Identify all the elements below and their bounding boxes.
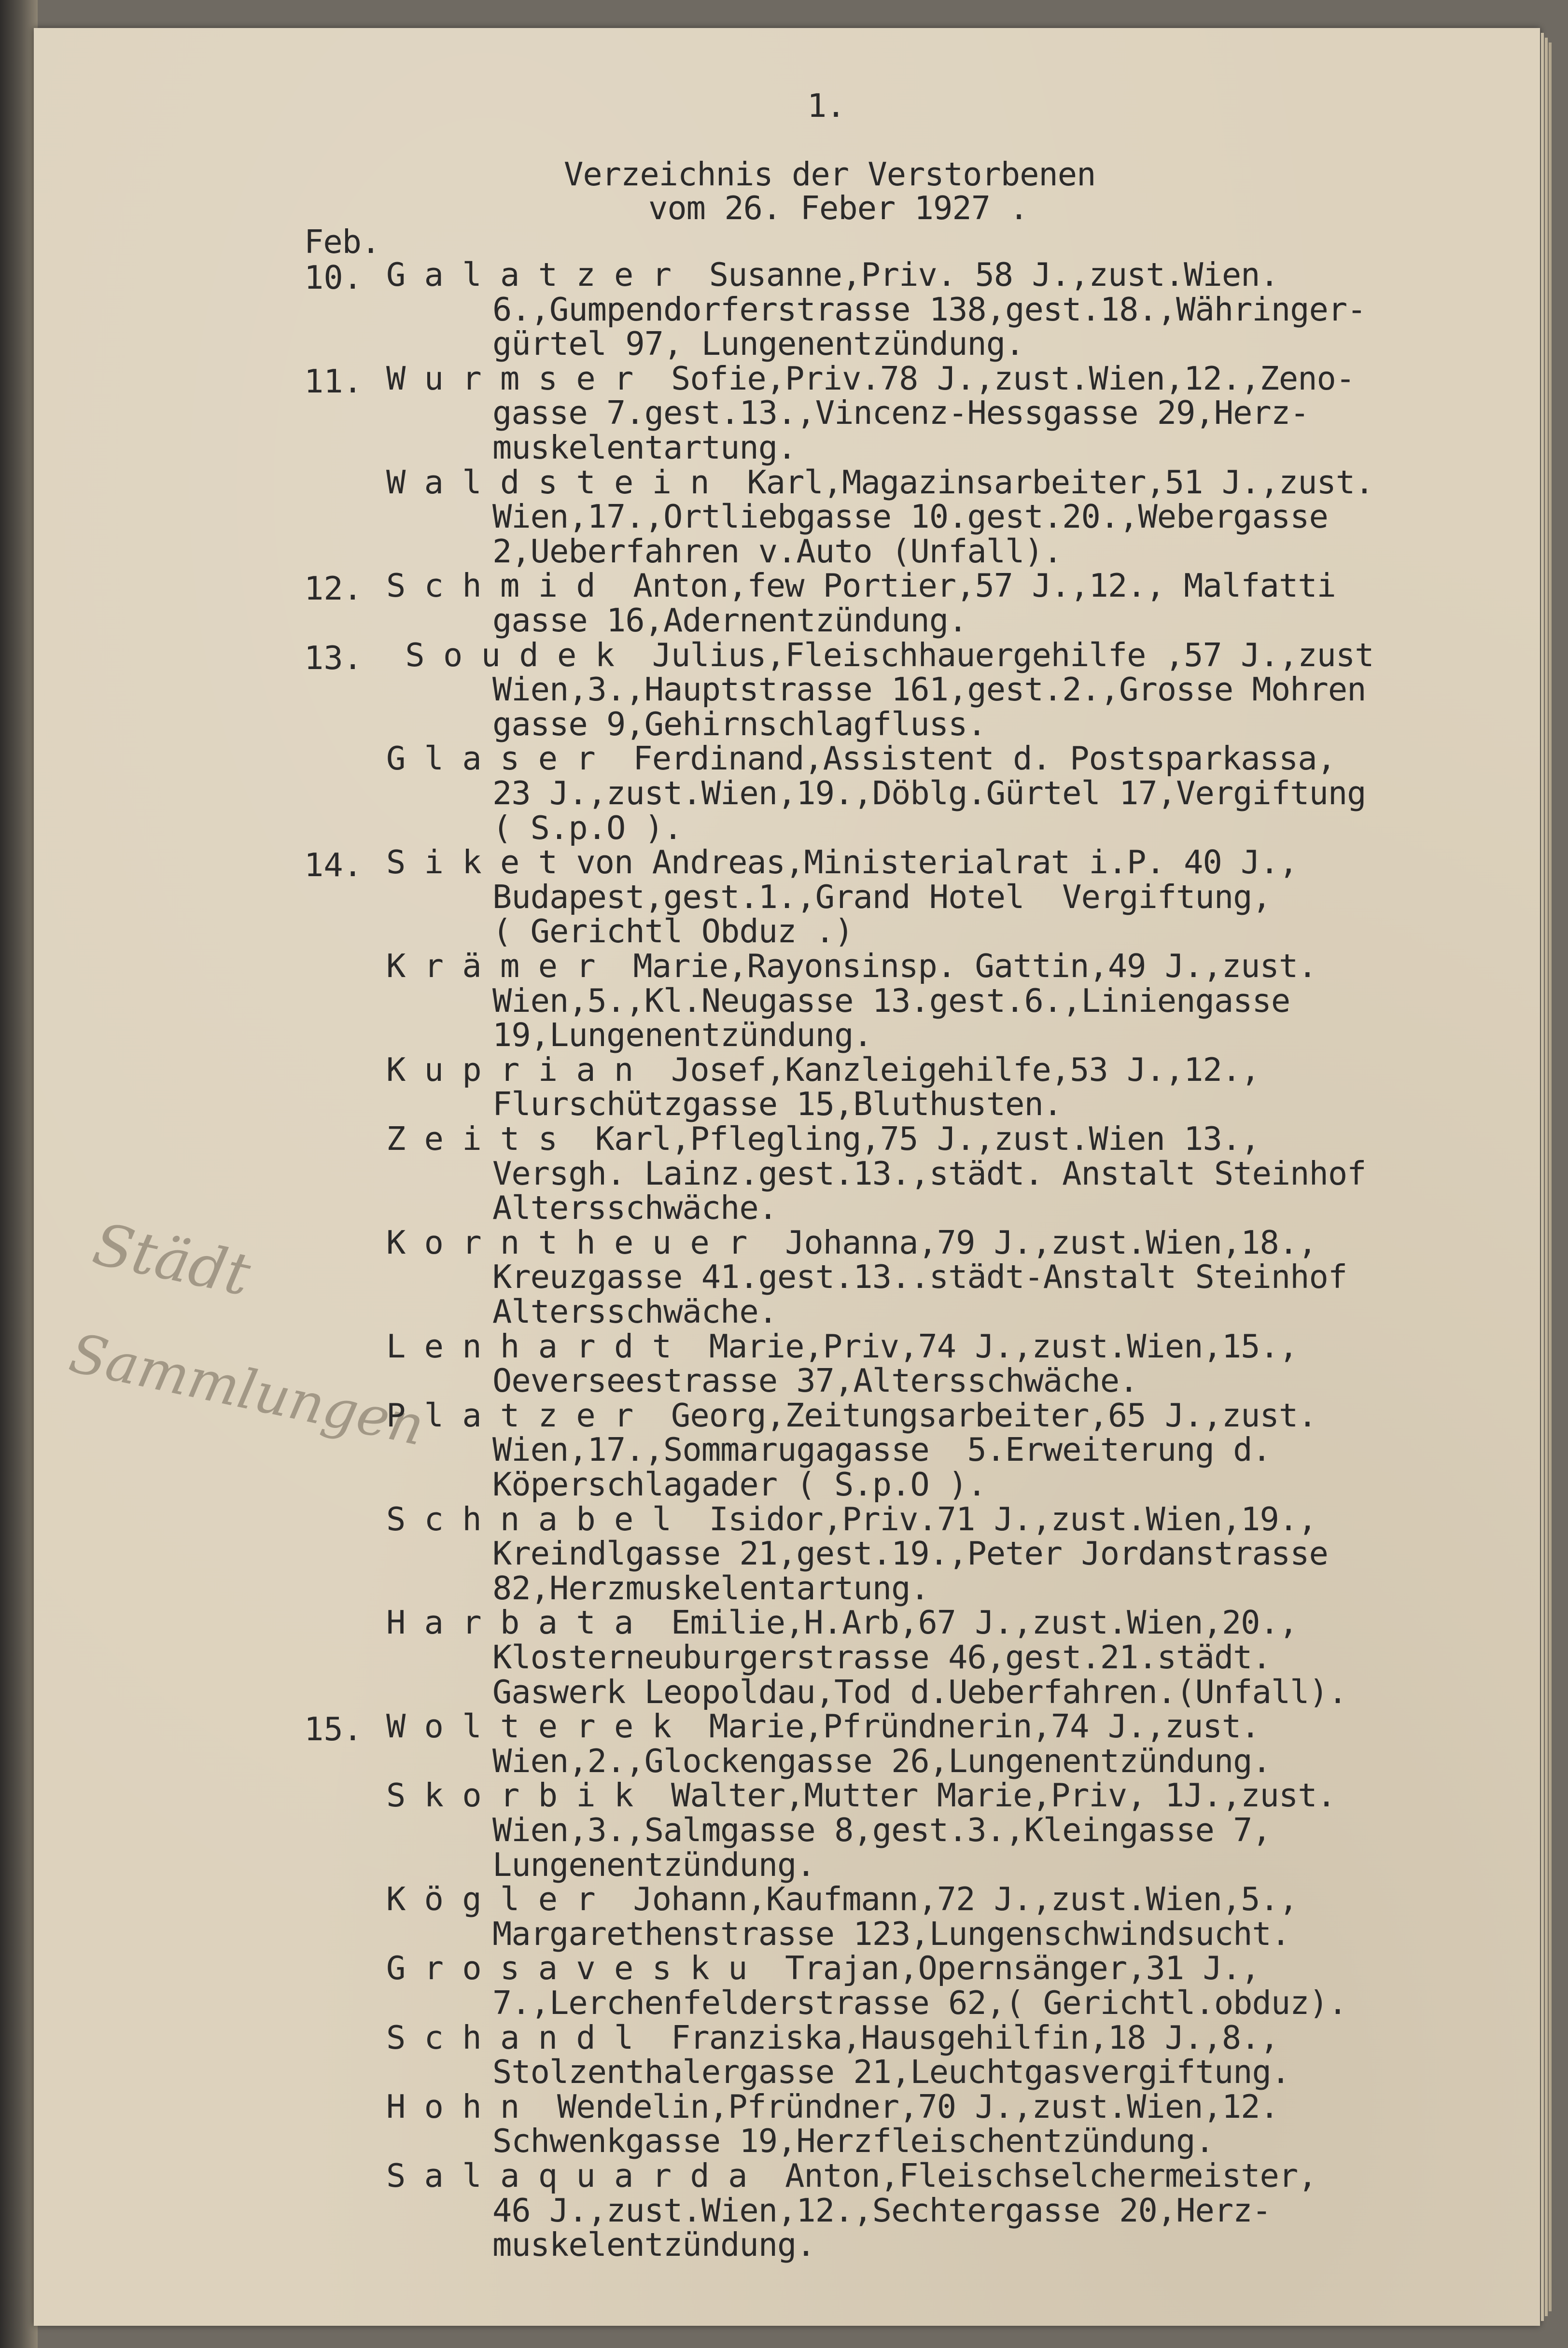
entry-heading-line: W o l t e r e k Marie,Pfründnerin,74 J.,zust. xyxy=(386,1707,1260,1746)
entry-continuation-line: 82,Herzmuskelentartung. xyxy=(492,1569,929,1607)
entry-continuation-line: Flurschützgasse 15,Bluthusten. xyxy=(492,1085,1063,1123)
entry-continuation-line: gasse 9,Gehirnschlagfluss. xyxy=(492,705,986,743)
entry-date: 12. xyxy=(304,570,363,608)
entry-heading-line: W a l d s t e i n Karl,Magazinsarbeiter,51 J.,zust. xyxy=(386,463,1374,501)
entry-continuation-line: 6.,Gumpendorferstrasse 138,gest.18.,Währinger- xyxy=(492,290,1366,328)
entry-date: 13. xyxy=(304,639,363,677)
entry-heading-line: S k o r b i k Walter,Mutter Marie,Priv, 1J.,zust. xyxy=(386,1776,1336,1815)
entry-continuation-line: Köperschlagader ( S.p.O ). xyxy=(492,1466,986,1503)
entry-continuation-line: gasse 16,Adernentzündung. xyxy=(492,601,967,639)
entry-date: 11. xyxy=(304,362,363,400)
book-binding xyxy=(0,0,38,2348)
entry-date: 15. xyxy=(304,1710,363,1748)
month-label: Feb. xyxy=(304,223,380,261)
entry-heading-line: L e n h a r d t Marie,Priv,74 J.,zust.Wien,15., xyxy=(386,1327,1298,1365)
entry-continuation-line: Lungenentzündung. xyxy=(492,1845,815,1884)
entry-continuation-line: Kreindlgasse 21,gest.19.,Peter Jordanstrasse xyxy=(492,1535,1328,1573)
entry-continuation-line: 7.,Lerchenfelderstrasse 62,( Gerichtl.obduz). xyxy=(492,1984,1347,2022)
entry-heading-line: W u r m s e r Sofie,Priv.78 J.,zust.Wien,12.,Zeno- xyxy=(386,359,1355,397)
entry-heading-line: K ö g l e r Johann,Kaufmann,72 J.,zust.Wien,5., xyxy=(386,1880,1298,1918)
entry-continuation-line: Altersschwäche. xyxy=(492,1189,778,1227)
entry-date: 14. xyxy=(304,846,363,884)
page-edge xyxy=(1545,38,1548,2316)
entry-heading-line: H a r b a t a Emilie,H.Arb,67 J.,zust.Wien,20., xyxy=(386,1604,1298,1642)
entry-heading-line: S a l a q u a r d a Anton,Fleischselchermeister, xyxy=(386,2157,1317,2194)
entry-continuation-line: 19,Lungenentzündung. xyxy=(492,1016,872,1054)
entry-continuation-line: Margarethenstrasse 123,Lungenschwindsucht. xyxy=(492,1915,1290,1953)
entry-continuation-line: Wien,17.,Ortliebgasse 10.gest.20.,Webergasse xyxy=(492,498,1328,536)
entry-heading-line: K r ä m e r Marie,Rayonsinsp. Gattin,49 J.,zust. xyxy=(386,947,1317,985)
entry-continuation-line: Gaswerk Leopoldau,Tod d.Ueberfahren.(Unfall). xyxy=(492,1673,1347,1711)
document-subtitle-date: vom 26. Feber 1927 . xyxy=(648,189,1028,227)
entry-continuation-line: 23 J.,zust.Wien,19.,Döblg.Gürtel 17,Vergiftung xyxy=(492,774,1366,812)
entry-heading-line: K o r n t h e u e r Johanna,79 J.,zust.Wien,18., xyxy=(386,1223,1317,1261)
entry-heading-line: P l a t z e r Georg,Zeitungsarbeiter,65 J.,zust. xyxy=(386,1396,1317,1434)
entry-continuation-line: Klosterneuburgerstrasse 46,gest.21.städt. xyxy=(492,1638,1271,1676)
entry-heading-line: G l a s e r Ferdinand,Assistent d. Postsparkassa, xyxy=(386,740,1336,778)
entry-continuation-line: muskelentartung. xyxy=(492,429,797,466)
entry-date: 10. xyxy=(304,259,363,296)
entry-continuation-line: Budapest,gest.1.,Grand Hotel Vergiftung, xyxy=(492,878,1271,916)
entry-continuation-line: 46 J.,zust.Wien,12.,Sechtergasse 20,Herz- xyxy=(492,2191,1271,2229)
entry-heading-line: S i k e t von Andreas,Ministerialrat i.P. 40 J., xyxy=(386,843,1298,881)
page-number: 1. xyxy=(807,87,845,125)
entry-continuation-line: gürtel 97, Lungenentzündung. xyxy=(492,325,1024,363)
entry-continuation-line: Kreuzgasse 41.gest.13..städt-Anstalt Steinhof xyxy=(492,1258,1347,1296)
entry-heading-line: S o u d e k Julius,Fleischhauergehilfe ,57 J.,zust xyxy=(386,636,1374,674)
entry-heading-line: S c h a n d l Franziska,Hausgehilfin,18 J.,8., xyxy=(386,2018,1279,2056)
entry-continuation-line: ( Gerichtl Obduz .) xyxy=(492,912,854,950)
entry-continuation-line: Altersschwäche. xyxy=(492,1293,778,1330)
entry-continuation-line: Versgh. Lainz.gest.13.,städt. Anstalt Steinhof xyxy=(492,1154,1366,1192)
entry-continuation-line: muskelentzündung. xyxy=(492,2226,815,2264)
entry-heading-line: S c h m i d Anton,few Portier,57 J.,12., Malfatti xyxy=(386,567,1336,605)
entry-continuation-line: Wien,3.,Salmgasse 8,gest.3.,Kleingasse 7, xyxy=(492,1811,1271,1849)
page-edge xyxy=(1541,33,1544,2321)
entry-heading-line: Z e i t s Karl,Pflegling,75 J.,zust.Wien 13., xyxy=(386,1120,1260,1158)
entry-continuation-line: Oeverseestrasse 37,Altersschwäche. xyxy=(492,1362,1138,1400)
entry-continuation-line: Wien,3.,Hauptstrasse 161,gest.2.,Grosse Mohren xyxy=(492,671,1366,709)
entry-heading-line: K u p r i a n Josef,Kanzleigehilfe,53 J.,12., xyxy=(386,1050,1260,1089)
entry-continuation-line: gasse 7.gest.13.,Vincenz-Hessgasse 29,Herz- xyxy=(492,394,1309,432)
entry-continuation-line: Wien,5.,Kl.Neugasse 13.gest.6.,Liniengasse xyxy=(492,981,1290,1020)
entry-heading-line: S c h n a b e l Isidor,Priv.71 J.,zust.Wien,19., xyxy=(386,1500,1317,1538)
entry-continuation-line: Schwenkgasse 19,Herzfleischentzündung. xyxy=(492,2122,1214,2160)
entry-continuation-line: Wien,2.,Glockengasse 26,Lungenentzündung. xyxy=(492,1742,1271,1780)
handwritten-margin-note: Sammlungen xyxy=(64,1322,430,1458)
entry-continuation-line: Wien,17.,Sommarugagasse 5.Erweiterung d. xyxy=(492,1431,1271,1469)
handwritten-margin-note: Städt xyxy=(87,1211,256,1309)
entry-heading-line: H o h n Wendelin,Pfründner,70 J.,zust.Wien,12. xyxy=(386,2087,1279,2125)
document-title: Verzeichnis der Verstorbenen xyxy=(564,155,1096,193)
entry-heading-line: G r o s a v e s k u Trajan,Opernsänger,31 J., xyxy=(386,1949,1260,1987)
entry-continuation-line: 2,Ueberfahren v.Auto (Unfall). xyxy=(492,532,1063,570)
document-page xyxy=(34,28,1540,2326)
entry-heading-line: G a l a t z e r Susanne,Priv. 58 J.,zust.Wien. xyxy=(386,256,1279,294)
page-edge xyxy=(1549,42,1552,2311)
entry-continuation-line: ( S.p.O ). xyxy=(492,809,683,847)
entry-continuation-line: Stolzenthalergasse 21,Leuchtgasvergiftung. xyxy=(492,2053,1290,2091)
